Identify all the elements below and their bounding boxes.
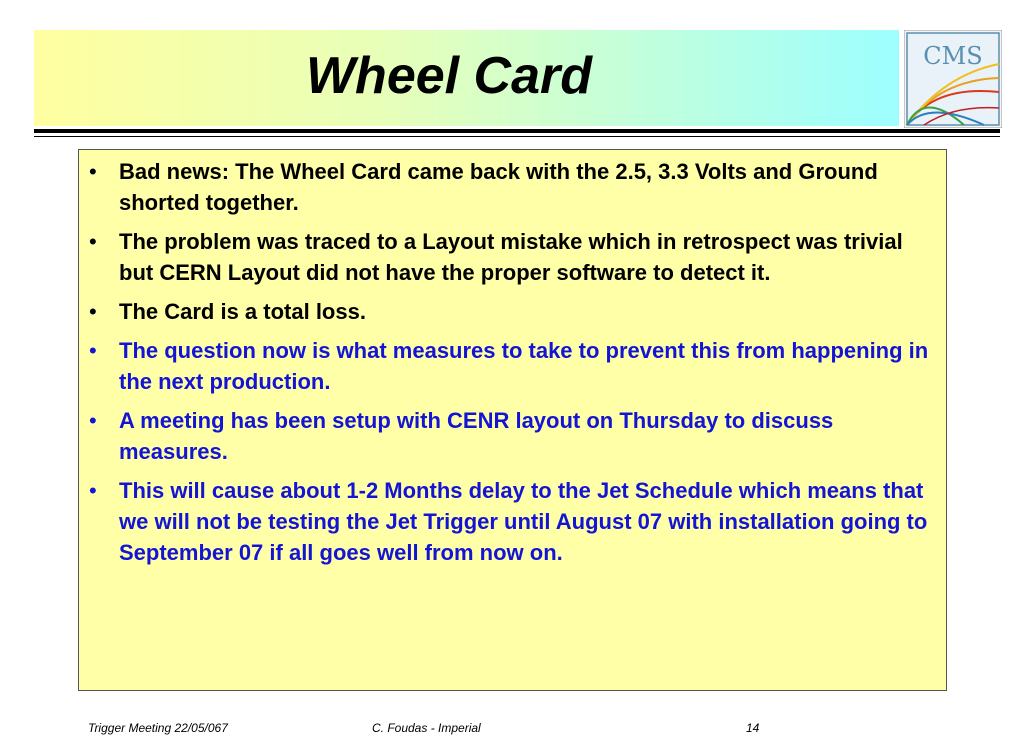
cms-logo-lettering: CMS [923,42,983,70]
footer-meeting: Trigger Meeting 22/05/067 [88,721,228,735]
title-divider-thin [34,136,1000,137]
bullet-dot: • [89,299,97,324]
bullet-dot: • [89,229,97,254]
bullet-text: The Card is a total loss. [119,299,366,324]
bullet-item [79,405,946,467]
bullet-dot: • [89,478,97,503]
bullet-item [79,335,946,397]
slide-title: Wheel Card [305,47,593,105]
bullet-text: A meeting has been setup with CENR layout on Thursday to discuss measures. [119,408,834,464]
bullet-text: Bad news: The Wheel Card came back with the 2.5, 3.3 Volts and Ground shorted together. [119,159,878,215]
content-box [78,149,947,691]
bullet-text: The question now is what measures to take to prevent this from happening in the next production. [119,338,929,394]
title-divider-thick [34,129,1000,133]
bullet-text: The problem was traced to a Layout mistake which in retrospect was trivial but CERN Layout did not have the proper software to detect it. [119,229,903,285]
bullet-item [79,475,946,568]
cms-logo [904,30,1002,128]
bullet-text: This will cause about 1-2 Months delay to the Jet Schedule which means that we will not be testing the Jet Trigger until August 07 with installation going to September 07 if all goes well from now on. [119,478,928,565]
bullet-dot: • [89,408,97,433]
cms-logo-graphic [904,30,1002,128]
bullet-item [79,156,946,218]
bullet-list [79,156,946,576]
footer-author: C. Foudas - Imperial [372,721,481,735]
bullet-item [79,296,946,327]
bullet-dot: • [89,159,97,184]
bullet-dot: • [89,338,97,363]
footer-page-number: 14 [746,721,760,735]
bullet-item [79,226,946,288]
